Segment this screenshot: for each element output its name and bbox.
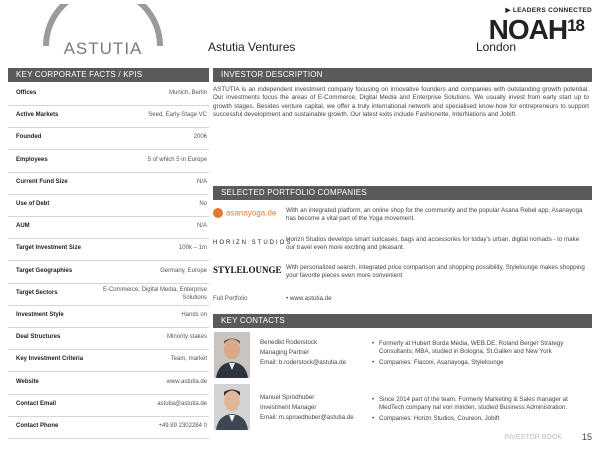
fact-row <box>8 373 209 395</box>
portfolio-item-text: With an integrated platform, an online shop for the community and the popular Asana Rebel app, Asanayoga has become a vital part of the Yoga movement. <box>286 207 583 223</box>
list-item: • Formerly at Hubert Burda Media, WEB.DE, Roland Berger Strategy Consultants; MBA, studied in Bologna, St.Gallen and New York <box>372 340 588 356</box>
fact-value: +49 89 2302284 0 <box>158 423 207 429</box>
fact-value: 100k – 1m <box>178 245 207 252</box>
fact-value: Team, market <box>170 356 207 363</box>
fact-row <box>8 417 209 439</box>
fact-row <box>8 284 209 306</box>
list-item: • Since 2014 part of the team. Formerly Marketing & Sales manager at MedTech company nal von minden, studied Business Administration. <box>372 396 588 412</box>
portfolio-header: SELECTED PORTFOLIO COMPANIES <box>213 186 592 200</box>
list-item: • Companies: Horizn Studios, Coureon, Jobift <box>372 415 588 423</box>
person-icon <box>214 384 250 430</box>
page-number: 15 <box>581 432 592 442</box>
astutia-logo <box>28 4 178 62</box>
fact-value: Munich, Berlin <box>168 90 207 96</box>
contact-name: Manuel Sprödhuber <box>260 394 315 401</box>
event-city: London <box>475 40 516 54</box>
fact-label: Use of Debt <box>16 201 50 207</box>
contact-info <box>260 338 346 368</box>
fact-value: Germany, Europe <box>160 267 207 274</box>
horizn-logo: HORIZN STUDIOS <box>213 240 293 246</box>
fact-value: 5 of which 5 in Europe <box>147 156 207 163</box>
portfolio-item-text: Horizn Studios develops smart suitcases, bags and accessories for today's urban, digital nomads - to make our travel even more exciting and pleasant. <box>286 236 580 252</box>
fact-row <box>8 195 209 217</box>
full-portfolio-link[interactable]: • www.astutia.de <box>286 295 332 302</box>
stylelounge-logo: STYLELOUNGE <box>213 265 282 275</box>
fact-value: Hands on <box>181 312 207 318</box>
contact-bullets <box>372 340 588 369</box>
fact-value: No <box>199 201 207 207</box>
fact-label: Active Markets <box>16 112 59 119</box>
fact-row <box>8 151 209 173</box>
fact-label: Offices <box>16 90 37 96</box>
fact-row <box>8 217 209 239</box>
logo-text: ASTUTIA <box>63 39 143 58</box>
contact-info <box>260 393 354 423</box>
fact-value[interactable]: www.astutia.de <box>166 378 207 385</box>
asanayoga-mark-icon <box>213 208 223 218</box>
fact-value: N/A <box>196 223 207 230</box>
contact-bullets <box>372 396 588 425</box>
full-portfolio-label: Full Portfolio <box>213 295 248 302</box>
contact-email[interactable]: Email: b.roderstock@astutia.de <box>260 359 347 366</box>
investor-description: ASTUTIA is an independent investment company focusing on innovative founders and companies with outstanding growth potential. Our investments focus the areas of E-Commerce, Digital Media and Enterprise Solutions. We usually invest from early start up to growth stages. Besides venture capital, we offer a truly international network and specialised know-how for entrepreneurs to support successful development and sustainable growth. Our latest exits include Fashionette, InterNations and Jobift. <box>213 86 589 119</box>
avatar <box>214 384 250 430</box>
fact-label: Contact Email <box>16 400 57 407</box>
event-tagline: LEADERS CONNECTED <box>512 7 592 14</box>
fact-row <box>8 350 209 372</box>
avatar <box>214 332 250 378</box>
footer-label: INVESTOR BOOK <box>504 434 562 441</box>
fact-value: Seed, Early-Stage VC <box>148 112 207 119</box>
asanayoga-logo: asanayoga.de <box>213 208 276 218</box>
fact-label: Deal Structures <box>16 334 61 341</box>
event-year: 18 <box>567 16 584 35</box>
fact-value: N/A <box>196 178 207 185</box>
fact-label: Target Investment Size <box>16 245 81 252</box>
fact-row <box>8 239 209 261</box>
fact-value[interactable]: astutia@astutia.de <box>157 400 207 407</box>
fact-label: Contact Phone <box>16 423 59 429</box>
fact-label: Target Sectors <box>16 289 58 296</box>
fact-label: Founded <box>16 134 42 141</box>
contact-name: Benedikt Roderstock <box>260 339 318 346</box>
event-logo <box>424 6 594 58</box>
fact-value: 2006 <box>193 134 207 141</box>
page-title: Astutia Ventures <box>208 40 296 54</box>
fact-row <box>8 128 209 150</box>
facts-header: KEY CORPORATE FACTS / KPIS <box>8 68 209 82</box>
person-icon <box>214 332 250 378</box>
contact-title: Managing Partner <box>260 349 310 356</box>
fact-label: AUM <box>16 223 30 230</box>
logo-arc-icon <box>28 4 178 62</box>
fact-label: Target Geographies <box>16 267 73 274</box>
fact-value: E-Commerce, Digital Media, Enterprise Solutions <box>102 286 207 301</box>
fact-row <box>8 106 209 128</box>
contacts-header: KEY CONTACTS <box>213 314 592 328</box>
fact-label: Key Investment Criteria <box>16 356 84 363</box>
portfolio-item-text: With personalized search, integrated price comparison and shopping possibility, Stylelounge makes shopping your favorite pieces even more convenient <box>286 264 585 280</box>
arrow-icon: ▶ <box>505 7 513 14</box>
fact-row <box>8 262 209 284</box>
contact-email[interactable]: Email: m.sproedhuber@astutia.de <box>260 414 354 421</box>
fact-row <box>8 328 209 350</box>
fact-value: Minority stakes <box>166 334 207 341</box>
fact-label: Investment Style <box>16 312 64 318</box>
investor-header: INVESTOR DESCRIPTION <box>213 68 592 82</box>
fact-label: Current Fund Size <box>16 178 68 185</box>
fact-label: Website <box>16 378 39 385</box>
contact-title: Investment Manager <box>260 404 317 411</box>
fact-row <box>8 395 209 417</box>
fact-row <box>8 84 209 106</box>
list-item: • Companies: Flaconi, Asanayoga, Stylelounge <box>372 359 588 367</box>
event-name: NOAH$^{18}$ <box>488 14 584 45</box>
fact-row <box>8 306 209 328</box>
fact-row <box>8 173 209 195</box>
fact-label: Employees <box>16 156 48 163</box>
